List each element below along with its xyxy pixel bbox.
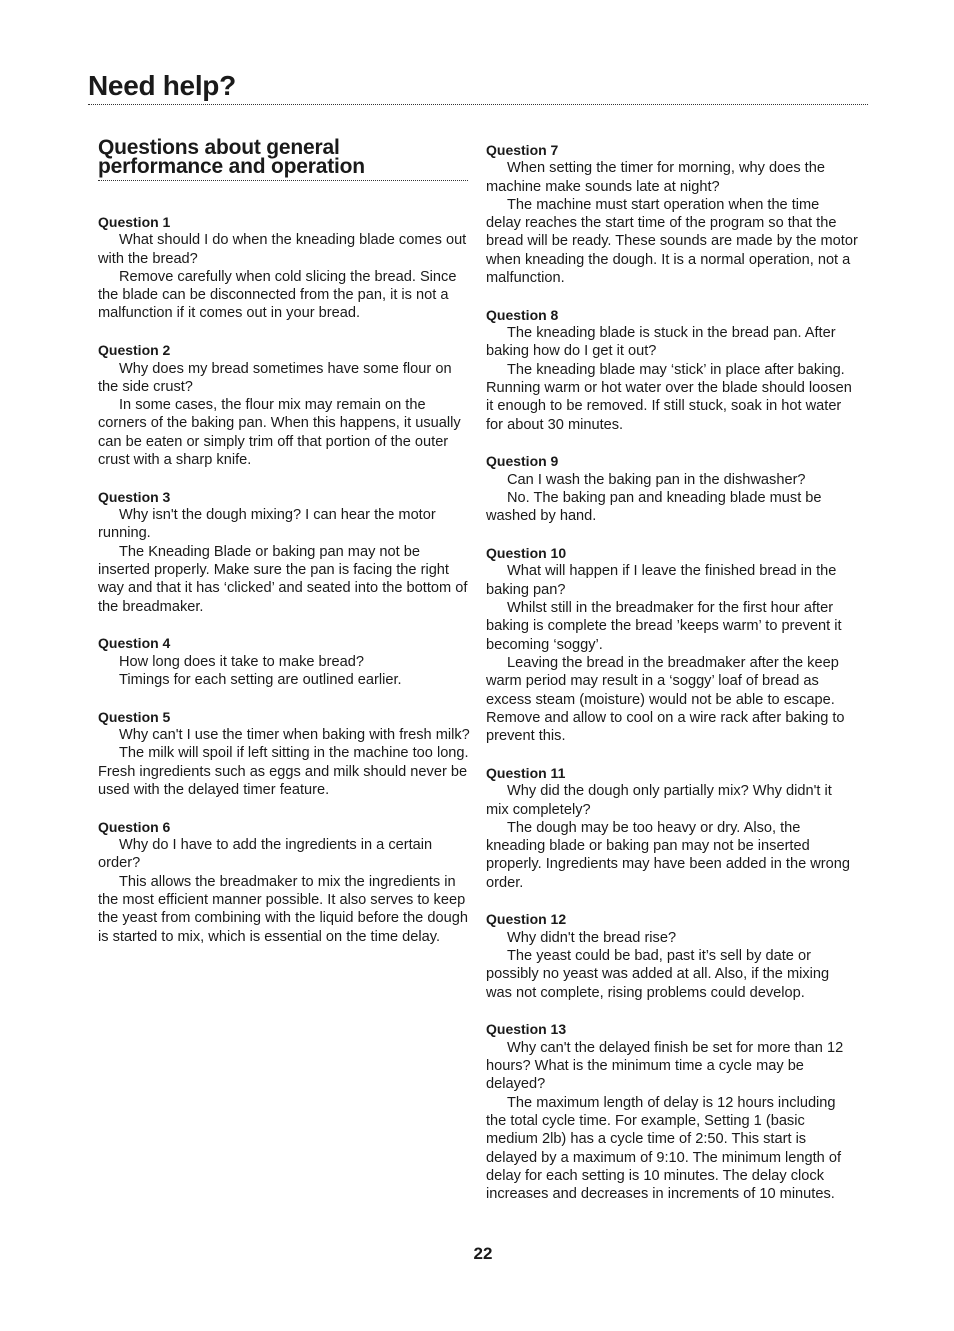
question-text: What should I do when the kneading blade comes out with the bread? <box>98 232 467 267</box>
answer-text: The maximum length of delay is 12 hours including the total cycle time. For example, Setting 1 (basic medium 2lb) has a cycle time of 2:50. This start is delayed by a maximum of 9:10. The minimum length of delay for each setting is 10 minutes. The delay clock increases and decreases in increments of 10 minutes. <box>486 1094 842 1203</box>
question-text: Why can't I use the timer when baking with fresh milk? <box>119 727 470 744</box>
question-text: Why isn't the dough mixing? I can hear the motor running. <box>98 507 436 542</box>
question-label: Question 11 <box>486 764 566 781</box>
question-label: Question 9 <box>486 453 559 470</box>
question-label: Question 13 <box>486 1021 567 1038</box>
question-label: Question 1 <box>98 214 171 230</box>
question-text: Why did the dough only partially mix? Why didn't it mix completely? <box>486 783 832 818</box>
question-label: Question 8 <box>486 306 559 323</box>
question-text: The kneading blade is stuck in the bread pan. After baking how do I get it out? <box>486 325 836 360</box>
answer-text: The dough may be too heavy or dry. Also, the kneading blade or baking pan may not be inserted properly. Ingredients may have been added in the wrong order. <box>486 819 850 891</box>
answer-text: The machine must start operation when the time delay reaches the start time of the program so that the bread will be ready. These sounds are made by the motor when kneading the dough. It is a normal operation, not a malfunction. <box>486 196 858 287</box>
question-block <box>98 634 470 689</box>
answer-text: Whilst still in the breadmaker for the first hour after baking is complete the bread ’keeps warm’ to prevent it becoming ‘soggy’. <box>486 600 842 653</box>
question-label: Question 7 <box>486 142 559 158</box>
question-block <box>486 910 858 1001</box>
question-block <box>98 341 470 469</box>
page-number: 22 <box>473 1244 493 1263</box>
question-text: What will happen if I leave the finished bread in the baking pan? <box>486 563 837 598</box>
section-heading: Questions about general performance and operation <box>98 136 365 178</box>
question-text: Can I wash the baking pan in the dishwasher? <box>507 471 806 488</box>
question-label: Question 10 <box>486 545 567 562</box>
question-text: Why didn't the bread rise? <box>507 929 677 946</box>
question-block <box>98 708 470 799</box>
question-block <box>98 488 470 616</box>
question-block <box>98 213 470 323</box>
question-text: Why can't the delayed finish be set for more than 12 hours? What is the minimum time a cycle may be delayed? <box>486 1039 844 1093</box>
question-block <box>486 306 858 434</box>
answer-text: Remove carefully when cold slicing the bread. Since the blade can be disconnected from the pan, it is not a malfunction if it comes out in your bread. <box>98 268 457 322</box>
answer-text: The yeast could be bad, past it’s sell by date or possibly no yeast was added at all. Also, if the mixing was not complete, rising problems could develop. <box>486 948 830 1001</box>
question-text: Why does my bread sometimes have some flour on the side crust? <box>98 360 452 395</box>
question-label: Question 3 <box>98 488 171 505</box>
question-block <box>486 764 858 892</box>
title-divider <box>88 104 868 105</box>
question-label: Question 4 <box>98 635 171 652</box>
answer-text: The milk will spoil if left sitting in the machine too long. Fresh ingredients such as eggs and milk should never be used with the delayed timer feature. <box>98 745 469 799</box>
question-label: Question 12 <box>486 911 567 928</box>
question-text: How long does it take to make bread? <box>119 653 364 670</box>
answer-text: This allows the breadmaker to mix the ingredients in the most efficient manner possible. It also serves to keep the yeast from combining with the liquid before the dough is started to mix, which is essential on the time delay. <box>98 873 468 945</box>
question-label: Question 6 <box>98 818 171 835</box>
question-block <box>486 544 858 745</box>
answer-text: The kneading blade may ‘stick’ in place after baking. Running warm or hot water over the blade should loosen it enough to be removed. If still stuck, soak in hot water for about 30 minutes. <box>486 361 852 433</box>
question-block <box>486 141 858 287</box>
question-label: Question 2 <box>98 342 171 359</box>
answer-text: In some cases, the flour mix may remain on the corners of the baking pan. When this happens, it usually can be eaten or simply trim off that portion of the outer crust with a sharp knife. <box>98 397 461 469</box>
answer-text: Timings for each setting are outlined earlier. <box>119 672 402 689</box>
question-block <box>98 818 470 946</box>
page-title: Need help? <box>88 70 236 101</box>
question-text: When setting the timer for morning, why does the machine make sounds late at night? <box>486 160 825 195</box>
question-block <box>486 452 858 525</box>
question-block <box>486 1020 858 1203</box>
question-text: Why do I have to add the ingredients in a certain order? <box>98 837 433 872</box>
question-label: Question 5 <box>98 708 171 725</box>
right-column <box>486 141 858 1222</box>
section-divider <box>98 180 468 181</box>
answer-text: The Kneading Blade or baking pan may not be inserted properly. Make sure the pan is facing the right way and that it has ‘clicked’ and seated into the bottom of the breadmaker. <box>98 543 468 615</box>
answer-text: Leaving the bread in the breadmaker after the keep warm period may result in a ‘soggy’ loaf of bread as excess steam (moisture) would not be able to escape. Remove and allow to cool on a wire rack after baking to prevent this. <box>486 654 845 745</box>
answer-text: No. The baking pan and kneading blade must be washed by hand. <box>486 490 822 525</box>
left-column <box>98 213 470 964</box>
